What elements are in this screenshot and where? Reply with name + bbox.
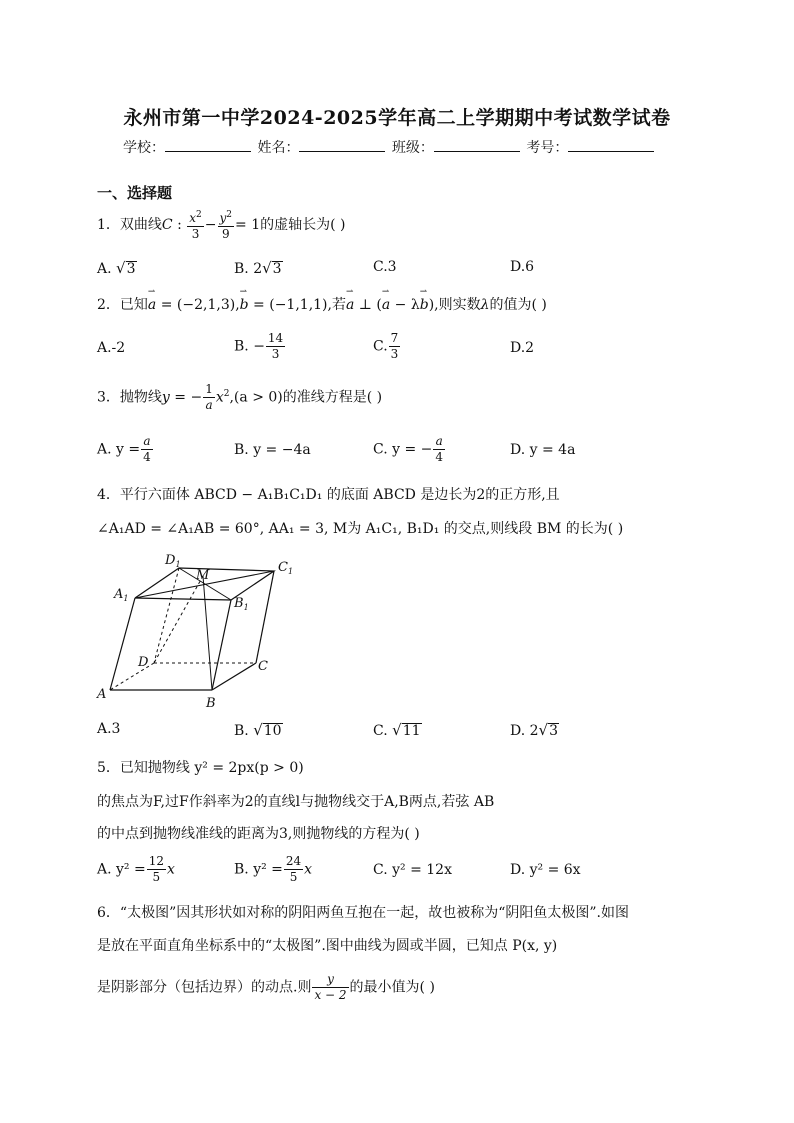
option-label: B. −: [234, 338, 265, 355]
sqrt-icon: √: [392, 721, 402, 739]
question-text: 的准线方程是( ): [282, 389, 383, 406]
option-label: A. y =: [97, 441, 141, 458]
name-blank: [299, 137, 385, 152]
option-label: B. y² =: [234, 861, 283, 878]
radicand: 3: [272, 261, 282, 277]
option-label: C.: [373, 338, 388, 355]
question-text: 抛物线: [119, 389, 162, 406]
radicand: 11: [402, 723, 421, 739]
math-var: y: [219, 211, 227, 225]
option-label: A. y² =: [97, 861, 146, 878]
numerator: 7: [390, 331, 399, 345]
question-5-line2: 的焦点为F,过F作斜率为2的直线l与抛物线交于A,B两点,若弦 AB: [97, 794, 495, 810]
question-number: 4．: [97, 487, 120, 503]
math-text: ),则实数: [428, 297, 481, 313]
question-text: = 1的虚轴长为( ): [235, 217, 346, 233]
math-var: x: [167, 861, 175, 878]
q2-option-a: A.-2: [97, 340, 126, 356]
radicand: 3: [549, 723, 559, 739]
option-label: A.: [97, 261, 117, 277]
sqrt-icon: √: [538, 721, 549, 739]
q1-option-a: [97, 259, 137, 277]
label-d: D: [138, 655, 149, 670]
denominator: 5: [289, 870, 298, 884]
question-number: 3．: [97, 389, 120, 406]
option-label: D. 2: [510, 723, 539, 739]
exponent: 2: [226, 210, 233, 220]
question-5-line3: 的中点到抛物线准线的距离为3,则抛物线的方程为( ): [97, 826, 420, 842]
denominator: 4: [143, 450, 151, 464]
fraction: [433, 434, 445, 465]
q5-option-a: [97, 854, 175, 885]
q4-option-a: A.3: [97, 721, 121, 737]
parallelepiped-figure: [92, 550, 302, 710]
denominator: 3: [271, 347, 280, 361]
fraction: [203, 382, 215, 413]
fraction: [147, 854, 166, 885]
math-text: = (−1,1,1),若: [248, 297, 346, 313]
denominator: 3: [191, 227, 200, 241]
denominator: x − 2: [314, 988, 347, 1002]
fraction: [389, 331, 401, 362]
q1-option-c: C.3: [373, 259, 397, 275]
math-var: x: [304, 861, 313, 878]
question-text: 的值为( ): [489, 297, 547, 313]
numerator: a: [435, 434, 443, 448]
option-label: C.: [373, 723, 393, 739]
q5-option-c: C. y² = 12x: [373, 862, 452, 878]
number-blank: [568, 137, 654, 152]
exponent: 2: [196, 210, 202, 220]
label-c1: $C_1$: [278, 560, 294, 576]
option-label: C. y = −: [373, 441, 433, 458]
label-c: C: [258, 659, 268, 674]
exponent: 2: [223, 388, 230, 399]
q4-option-c: [373, 721, 422, 739]
math-text: ⊥ (: [354, 297, 382, 313]
numerator: 24: [285, 854, 302, 868]
vector-b: ⇀ b: [420, 297, 429, 313]
edge-aa1: [110, 598, 135, 690]
q5-option-d: D. y² = 6x: [510, 862, 581, 878]
denominator: a: [205, 398, 213, 412]
fraction: [284, 854, 303, 885]
edge-bc: [212, 663, 256, 690]
q3-option-d: D. y = 4a: [510, 442, 576, 458]
denominator: 9: [221, 227, 230, 241]
math-var: x: [189, 211, 197, 225]
name-label: 姓名：: [257, 140, 300, 156]
denominator: 5: [152, 870, 161, 884]
math-text: y = −: [161, 389, 203, 406]
numerator: 1: [205, 382, 213, 396]
edge-cc1: [256, 571, 274, 663]
label-a1: $A_1$: [114, 587, 129, 603]
q1-option-d: D.6: [510, 259, 535, 275]
question-number: 6．: [97, 905, 120, 921]
radicand: 3: [126, 261, 136, 277]
question-3: [97, 382, 382, 413]
numerator: y: [327, 972, 334, 986]
q3-option-a: [97, 434, 154, 465]
sqrt-icon: √: [262, 259, 272, 277]
question-4-line1: [97, 484, 560, 504]
question-text: 是阴影部分（包括边界）的动点.则: [97, 979, 312, 996]
label-b1: $B_1$: [234, 596, 249, 612]
question-number: 2．: [97, 297, 120, 313]
q3-option-c: [373, 434, 446, 465]
class-label: 班级：: [391, 140, 434, 156]
label-m: M: [196, 568, 210, 583]
math-var: x: [215, 389, 224, 406]
vector-a: ⇀ a: [148, 297, 156, 313]
math-var: λ: [480, 297, 490, 313]
label-a: A: [97, 687, 107, 702]
fraction: [187, 208, 204, 242]
vector-a: ⇀ a: [346, 297, 354, 313]
question-text: 已知: [119, 297, 148, 313]
question-1: 1．双曲线C : $\frac{x^2}{3}$ − $\frac{y^2}{9}$ = 1的虚轴长为( ): [97, 210, 346, 241]
section-heading: 一、选择题: [97, 184, 173, 202]
edge-bb1: [212, 600, 231, 690]
question-2: [97, 294, 547, 314]
segment-bm: [203, 576, 212, 690]
student-info-row: [123, 137, 656, 157]
q1-option-b: [234, 259, 283, 277]
sqrt-icon: √: [116, 259, 126, 277]
exam-title: 永州市第一中学2024-2025学年高二上学期期中考试数学试卷: [123, 107, 671, 129]
numerator: 14: [267, 331, 284, 345]
option-label: B.: [234, 723, 254, 739]
question-6-line3: [97, 972, 435, 1003]
math-text: − λ: [390, 297, 420, 313]
fraction: [141, 434, 153, 465]
option-label: B. 2: [234, 261, 263, 277]
math-var: C: [161, 217, 173, 233]
label-d1: $D_1$: [165, 553, 181, 569]
q3-option-b: B. y = −4a: [234, 442, 311, 458]
q5-option-b: [234, 854, 312, 885]
math-text: ,(a > 0): [229, 389, 283, 406]
fraction: [218, 208, 235, 242]
question-number: 1．: [97, 217, 120, 233]
question-text: 已知抛物线 y² = 2px(p > 0): [119, 760, 304, 776]
question-number: 5．: [97, 760, 120, 776]
math-text: = (−2,1,3),: [156, 297, 240, 313]
fraction: [266, 331, 285, 362]
number-label: 考号：: [526, 140, 569, 156]
q2-option-d: D.2: [510, 340, 535, 356]
q2-option-c: [373, 331, 401, 362]
q4-option-b: [234, 721, 283, 739]
question-text: 的最小值为( ): [349, 979, 435, 996]
question-text: 平行六面体 ABCD − A₁B₁C₁D₁ 的底面 ABCD 是边长为2的正方形,且: [119, 487, 560, 503]
question-6-line1: [97, 902, 629, 922]
fraction: [312, 972, 348, 1003]
q4-option-d: [510, 721, 559, 739]
radicand: 10: [263, 723, 282, 739]
vector-a: ⇀ a: [382, 297, 390, 313]
q2-option-b: [234, 331, 286, 362]
question-4-line2: ∠A₁AD = ∠A₁AB = 60°, AA₁ = 3, M为 A₁C₁, B₁D₁ 的交点,则线段 BM 的长为( ): [97, 521, 624, 537]
denominator: 3: [390, 347, 399, 361]
label-b: B: [206, 696, 216, 710]
school-label: 学校：: [123, 140, 165, 156]
numerator: 12: [148, 854, 164, 868]
sqrt-icon: √: [253, 721, 263, 739]
question-text: 双曲线: [119, 217, 162, 233]
question-text: “太极图”因其形状如对称的阴阳两鱼互抱在一起，故也被称为“阴阳鱼太极图”.如图: [119, 905, 629, 921]
vector-b: ⇀ b: [240, 297, 249, 313]
class-blank: [434, 137, 520, 152]
denominator: 4: [435, 450, 444, 464]
question-5-line1: [97, 757, 304, 777]
question-6-line2: 是放在平面直角坐标系中的“太极图”.图中曲线为圆或半圆，已知点 P(x, y): [97, 938, 558, 954]
school-blank: [165, 137, 251, 152]
numerator: a: [143, 434, 151, 448]
